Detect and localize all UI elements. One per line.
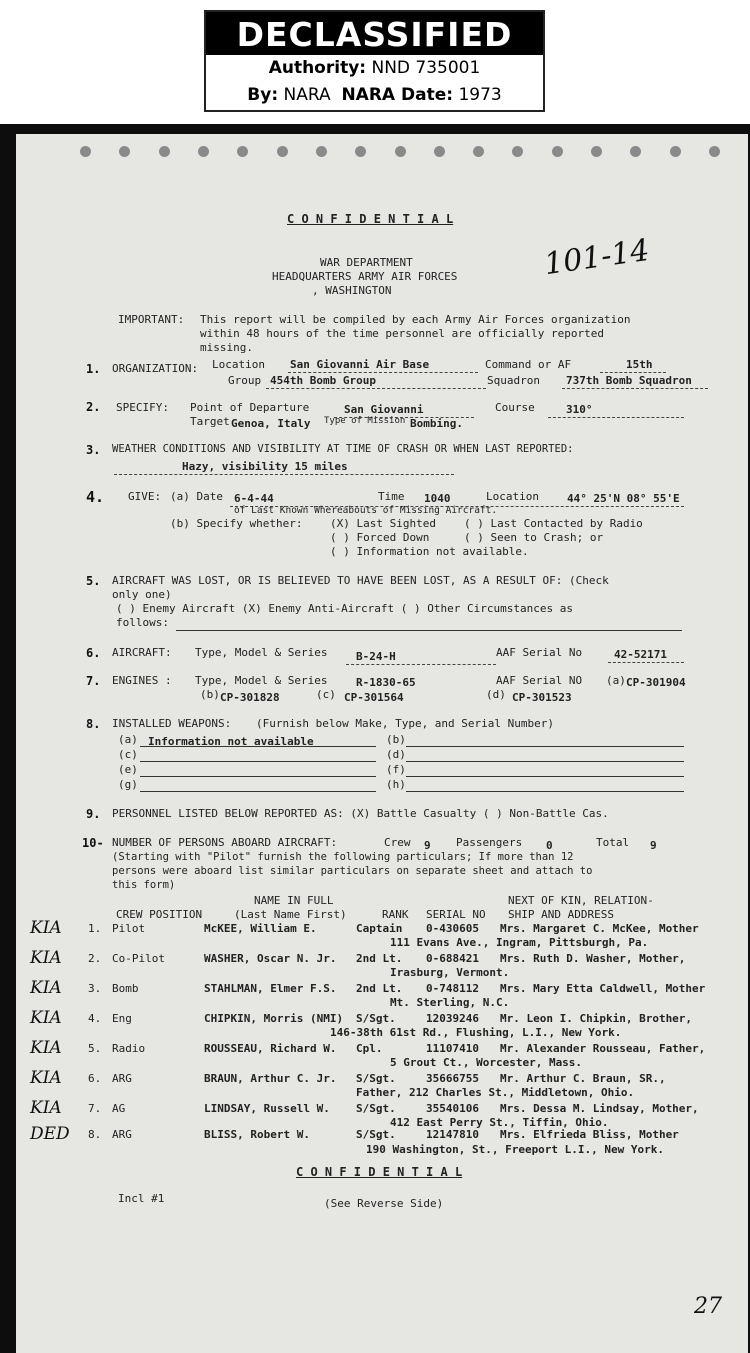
city: , WASHINGTON bbox=[312, 284, 392, 297]
departure: San Giovanni bbox=[344, 403, 424, 416]
aircraft-serial-label: AAF Serial No bbox=[496, 646, 583, 659]
org-squadron-label: Squadron bbox=[487, 374, 540, 387]
loss-line4: follows: bbox=[116, 616, 169, 629]
crew-rank: S/Sgt. bbox=[356, 1102, 396, 1115]
department: WAR DEPARTMENT bbox=[320, 256, 413, 269]
important-label: IMPORTANT: bbox=[118, 313, 185, 326]
crew-nok: Mrs. Margaret C. McKee, Mother bbox=[500, 922, 699, 935]
aboard-instruction-3: this form) bbox=[112, 879, 176, 891]
loss-line3: ( ) Enemy Aircraft (X) Enemy Anti-Aircraft ( ) Other Circumstances as bbox=[116, 602, 573, 615]
header-nok-1: NEXT OF KIN, RELATION- bbox=[508, 894, 654, 907]
crew-serial: 11107410 bbox=[426, 1042, 479, 1055]
crew-rank: 2nd Lt. bbox=[356, 982, 403, 995]
page-number: 27 bbox=[694, 1294, 722, 1319]
give-location-label: Location bbox=[486, 490, 539, 503]
crew-rank: Captain bbox=[356, 922, 403, 935]
row-number: 2. bbox=[88, 952, 102, 965]
row-number: 4. bbox=[88, 1012, 102, 1025]
status-mark: KIA bbox=[30, 1038, 62, 1058]
crew-rank: S/Sgt. bbox=[356, 1072, 396, 1085]
give-time-label: Time bbox=[378, 490, 405, 503]
stamp-title: DECLASSIFIED bbox=[206, 12, 543, 55]
crew-rank: 2nd Lt. bbox=[356, 952, 403, 965]
crew-serial: 0-430605 bbox=[426, 922, 479, 935]
crew-position: AG bbox=[112, 1102, 126, 1115]
row-number: 8. bbox=[88, 1128, 102, 1141]
give-opt3: ( ) Forced Down bbox=[330, 531, 430, 544]
aircraft-serial: 42-52171 bbox=[614, 648, 667, 661]
row-number: 7. bbox=[88, 1102, 102, 1115]
header-rank: RANK bbox=[382, 908, 409, 921]
crew-address: Mt. Sterling, N.C. bbox=[390, 996, 510, 1009]
org-location-label: Location bbox=[212, 358, 265, 371]
row-number: 1. bbox=[88, 922, 102, 935]
crew-serial: 12147810 bbox=[426, 1128, 479, 1141]
important-line1: This report will be compiled by each Army Air Forces organization bbox=[200, 313, 631, 326]
item-number: 6. bbox=[86, 646, 101, 660]
engine-c-label: (c) bbox=[316, 688, 336, 701]
give-subline: of Last Known Whereabouts of Missing Aircraft. bbox=[234, 505, 498, 516]
org-label: ORGANIZATION: bbox=[112, 362, 199, 375]
total-count: 9 bbox=[650, 839, 657, 852]
engines-type: R-1830-65 bbox=[356, 676, 416, 689]
weapon-c-label: (c) bbox=[118, 748, 138, 761]
course-label: Course bbox=[495, 401, 535, 414]
give-time: 1040 bbox=[424, 492, 451, 505]
item-number: 8. bbox=[86, 717, 101, 731]
aircraft-type-label: Type, Model & Series bbox=[195, 646, 328, 659]
course: 310° bbox=[566, 403, 593, 416]
crew-name: LINDSAY, Russell W. bbox=[204, 1102, 330, 1115]
stamp-authority: Authority: NND 735001 bbox=[268, 58, 481, 78]
aboard-instruction-2: persons were aboard list similar particulars on separate sheet and attach to bbox=[112, 865, 593, 877]
crew-name: CHIPKIN, Morris (NMI) bbox=[204, 1012, 344, 1025]
crew-nok: Mrs. Ruth D. Washer, Mother, bbox=[500, 952, 686, 965]
crew-address: 146-38th 61st Rd., Flushing, L.I., New York. bbox=[330, 1026, 622, 1039]
classification-header: C O N F I D E N T I A L bbox=[287, 212, 454, 226]
declassified-stamp bbox=[204, 10, 545, 112]
org-group-label: Group bbox=[228, 374, 262, 387]
departure-label: Point of Departure bbox=[190, 401, 310, 414]
status-mark: KIA bbox=[30, 1068, 62, 1088]
org-location: San Giovanni Air Base bbox=[290, 358, 430, 371]
crew-nok: Mrs. Elfrieda Bliss, Mother bbox=[500, 1128, 679, 1141]
inclosure-note: Incl #1 bbox=[118, 1192, 165, 1205]
engine-d-value: CP-301523 bbox=[512, 691, 572, 704]
important-line2: within 48 hours of the time personnel are officially reported bbox=[200, 327, 604, 340]
give-b-label: (b) Specify whether: bbox=[170, 517, 303, 530]
crew-address: 190 Washington, St., Freeport L.I., New York. bbox=[366, 1143, 665, 1156]
see-reverse: (See Reverse Side) bbox=[324, 1197, 444, 1210]
hq: HEADQUARTERS ARMY AIR FORCES bbox=[272, 270, 458, 283]
aircraft-label: AIRCRAFT: bbox=[112, 646, 172, 659]
passengers-label: Passengers bbox=[456, 836, 523, 849]
mission-label: Type of Mission bbox=[324, 416, 406, 426]
crew-serial: 0-748112 bbox=[426, 982, 479, 995]
item-number: 5. bbox=[86, 574, 101, 588]
weapon-d-label: (d) bbox=[386, 748, 406, 761]
status-mark: DED bbox=[30, 1124, 70, 1144]
personnel-line: PERSONNEL LISTED BELOW REPORTED AS: (X) Battle Casualty ( ) Non-Battle Cas. bbox=[112, 807, 609, 820]
crew-position: Radio bbox=[112, 1042, 146, 1055]
give-location: 44° 25'N 08° 55'E bbox=[567, 492, 680, 505]
weapon-h-label: (h) bbox=[386, 778, 406, 791]
crew-position: Bomb bbox=[112, 982, 139, 995]
org-command-label: Command or AF bbox=[485, 358, 572, 371]
engine-c-value: CP-301564 bbox=[344, 691, 404, 704]
passengers-count: 0 bbox=[546, 839, 553, 852]
crew-rank: Cpl. bbox=[356, 1042, 383, 1055]
engines-label: ENGINES : bbox=[112, 674, 172, 687]
total-label: Total bbox=[596, 836, 630, 849]
item-number: 9. bbox=[86, 807, 101, 821]
give-opt2: ( ) Last Contacted by Radio bbox=[464, 517, 643, 530]
item-number: 1. bbox=[86, 362, 101, 376]
give-label: GIVE: bbox=[128, 490, 162, 503]
give-date-label: (a) Date bbox=[170, 490, 223, 503]
weapon-a-label: (a) bbox=[118, 733, 138, 746]
item-number: 3. bbox=[86, 443, 101, 457]
item-number: 4. bbox=[86, 488, 105, 506]
crew-address: Father, 212 Charles St., Middletown, Ohio. bbox=[356, 1086, 635, 1099]
crew-address: 111 Evans Ave., Ingram, Pittsburgh, Pa. bbox=[390, 936, 649, 949]
crew-name: BRAUN, Arthur C. Jr. bbox=[204, 1072, 337, 1085]
org-command: 15th bbox=[626, 358, 653, 371]
status-mark: KIA bbox=[30, 918, 62, 938]
weapon-f-label: (f) bbox=[386, 763, 406, 776]
item-number: 7. bbox=[86, 674, 101, 688]
crew-serial: 35540106 bbox=[426, 1102, 479, 1115]
give-opt4: ( ) Seen to Crash; or bbox=[464, 531, 604, 544]
row-number: 6. bbox=[88, 1072, 102, 1085]
crew-nok: Mrs. Mary Etta Caldwell, Mother bbox=[500, 982, 706, 995]
engines-type-label: Type, Model & Series bbox=[195, 674, 328, 687]
crew-name: McKEE, William E. bbox=[204, 922, 317, 935]
crew-position: ARG bbox=[112, 1072, 132, 1085]
engine-b-label: (b) bbox=[200, 688, 220, 701]
engine-d-label: (d) bbox=[486, 688, 506, 701]
item-number: 10- bbox=[82, 836, 104, 850]
weapon-b-label: (b) bbox=[386, 733, 406, 746]
weapons-instruction: (Furnish below Make, Type, and Serial Number) bbox=[256, 717, 555, 730]
mission: Bombing. bbox=[410, 417, 463, 430]
row-number: 3. bbox=[88, 982, 102, 995]
engine-a-value: CP-301904 bbox=[626, 676, 686, 689]
crew-name: BLISS, Robert W. bbox=[204, 1128, 310, 1141]
punch-holes bbox=[80, 146, 720, 162]
crew-nok: Mr. Leon I. Chipkin, Brother, bbox=[500, 1012, 693, 1025]
header-serial: SERIAL NO bbox=[426, 908, 486, 921]
target-label: Target bbox=[190, 415, 230, 428]
target: Genoa, Italy bbox=[231, 417, 311, 430]
row-number: 5. bbox=[88, 1042, 102, 1055]
weather-label: WEATHER CONDITIONS AND VISIBILITY AT TIME OF CRASH OR WHEN LAST REPORTED: bbox=[112, 443, 574, 455]
aboard-instruction-1: (Starting with "Pilot" furnish the following particulars; If more than 12 bbox=[112, 851, 574, 863]
give-opt1: (X) Last Sighted bbox=[330, 517, 436, 530]
crew-name: ROUSSEAU, Richard W. bbox=[204, 1042, 337, 1055]
crew-address: 5 Grout Ct., Worcester, Mass. bbox=[390, 1056, 583, 1069]
header-position: CREW POSITION bbox=[116, 908, 203, 921]
crew-name: WASHER, Oscar N. Jr. bbox=[204, 952, 337, 965]
org-squadron: 737th Bomb Squadron bbox=[566, 374, 692, 387]
important-line3: missing. bbox=[200, 341, 253, 354]
loss-line1: AIRCRAFT WAS LOST, OR IS BELIEVED TO HAVE BEEN LOST, AS A RESULT OF: (Check bbox=[112, 574, 609, 587]
crew-nok: Mrs. Dessa M. Lindsay, Mother, bbox=[500, 1102, 699, 1115]
status-mark: KIA bbox=[30, 978, 62, 998]
crew-address: Irasburg, Vermont. bbox=[390, 966, 510, 979]
give-opt5: ( ) Information not available. bbox=[330, 545, 529, 558]
crew-rank: S/Sgt. bbox=[356, 1012, 396, 1025]
engine-b-value: CP-301828 bbox=[220, 691, 280, 704]
crew-address: 412 East Perry St., Tiffin, Ohio. bbox=[390, 1116, 609, 1129]
status-mark: KIA bbox=[30, 948, 62, 968]
weapons-label: INSTALLED WEAPONS: bbox=[112, 717, 232, 730]
weapon-a-value: Information not available bbox=[148, 735, 314, 748]
crew-serial: 35666755 bbox=[426, 1072, 479, 1085]
header-name-1: NAME IN FULL bbox=[254, 894, 334, 907]
weather-value: Hazy, visibility 15 miles bbox=[182, 460, 348, 473]
give-date: 6-4-44 bbox=[234, 492, 274, 505]
crew-position: ARG bbox=[112, 1128, 132, 1141]
header-name-2: (Last Name First) bbox=[234, 908, 347, 921]
crew-nok: Mr. Alexander Rousseau, Father, bbox=[500, 1042, 706, 1055]
crew-position: Eng bbox=[112, 1012, 132, 1025]
crew-position: Co-Pilot bbox=[112, 952, 165, 965]
aboard-label: NUMBER OF PERSONS ABOARD AIRCRAFT: bbox=[112, 836, 338, 849]
crew-rank: S/Sgt. bbox=[356, 1128, 396, 1141]
specify-label: SPECIFY: bbox=[116, 401, 169, 414]
crew-nok: Mr. Arthur C. Braun, SR., bbox=[500, 1072, 666, 1085]
item-number: 2. bbox=[86, 400, 101, 414]
handwritten-code: 101-14 bbox=[542, 232, 652, 283]
classification-footer: C O N F I D E N T I A L bbox=[296, 1165, 463, 1179]
stamp-by: By: NARA NARA Date: 1973 bbox=[247, 85, 502, 105]
loss-line2: only one) bbox=[112, 588, 172, 601]
engine-a-label: (a) bbox=[606, 674, 626, 687]
weapon-g-label: (g) bbox=[118, 778, 138, 791]
status-mark: KIA bbox=[30, 1098, 62, 1118]
aircraft-type: B-24-H bbox=[356, 650, 396, 663]
crew-count: 9 bbox=[424, 839, 431, 852]
crew-label: Crew bbox=[384, 836, 411, 849]
status-mark: KIA bbox=[30, 1008, 62, 1028]
org-group: 454th Bomb Group bbox=[270, 374, 376, 387]
crew-name: STAHLMAN, Elmer F.S. bbox=[204, 982, 337, 995]
crew-position: Pilot bbox=[112, 922, 146, 935]
crew-serial: 0-688421 bbox=[426, 952, 479, 965]
engines-serial-label: AAF Serial NO bbox=[496, 674, 583, 687]
crew-serial: 12039246 bbox=[426, 1012, 479, 1025]
weapon-e-label: (e) bbox=[118, 763, 138, 776]
header-nok-2: SHIP AND ADDRESS bbox=[508, 908, 614, 921]
